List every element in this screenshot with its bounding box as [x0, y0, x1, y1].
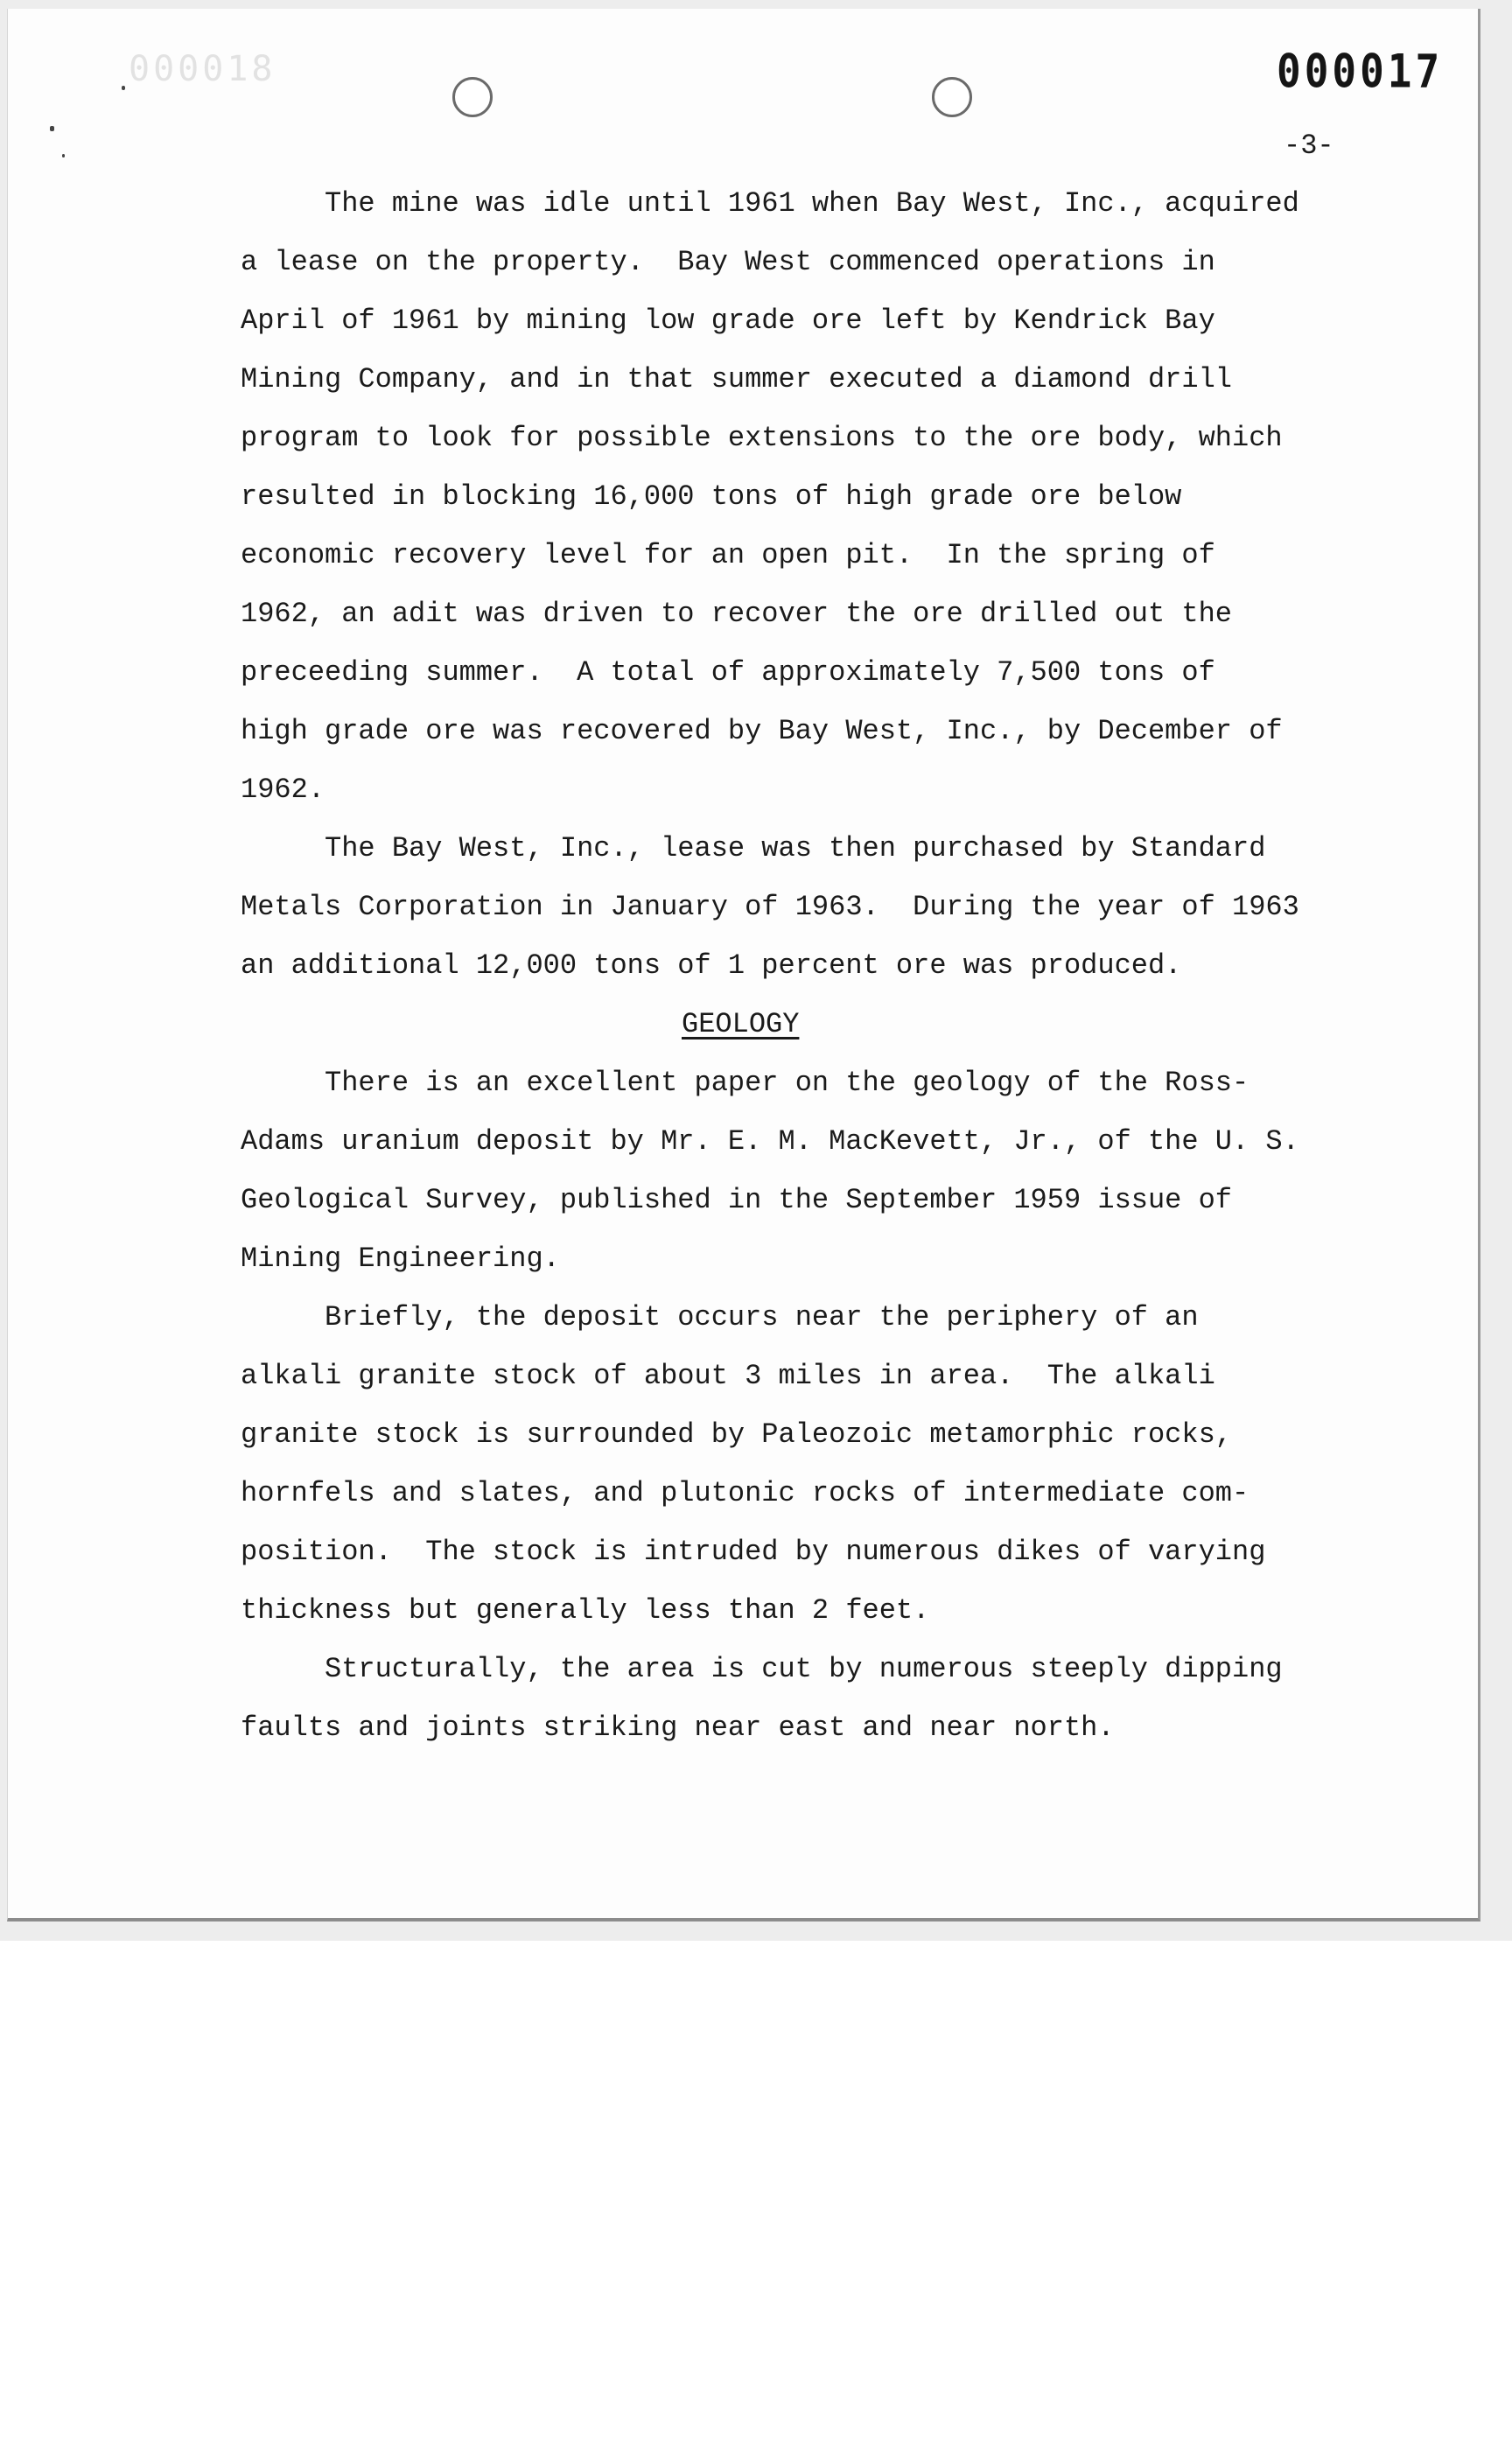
text-line: thickness but generally less than 2 feet. [241, 1594, 930, 1627]
binder-hole-right [932, 77, 972, 117]
text-line: There is an excellent paper on the geology of the Ross- [241, 1067, 1250, 1099]
text-line: a lease on the property. Bay West commenced operations in [241, 246, 1215, 278]
document-body [241, 174, 1378, 1757]
text-line: 1962, an adit was driven to recover the ore drilled out the [241, 598, 1232, 630]
text-line: Mining Engineering. [241, 1242, 560, 1275]
text-line: faults and joints striking near east and near north. [241, 1712, 1115, 1744]
body-paragraphs-geology [241, 1054, 1378, 1757]
text-line: Geological Survey, published in the September 1959 issue of [241, 1184, 1232, 1216]
text-line: an additional 12,000 tons of 1 percent ore was produced. [241, 949, 1182, 982]
text-line: Adams uranium deposit by Mr. E. M. MacKevett, Jr., of the U. S. [241, 1125, 1299, 1158]
text-line: 1962. [241, 774, 326, 806]
text-line: preceeding summer. A total of approximately 7,500 tons of [241, 656, 1215, 689]
text-line: position. The stock is intruded by numerous dikes of varying [241, 1536, 1266, 1568]
body-paragraphs [241, 174, 1378, 995]
text-line: Metals Corporation in January of 1963. During the year of 1963 [241, 891, 1299, 923]
scan-speck [50, 126, 54, 131]
binder-hole-left [452, 77, 493, 117]
text-line: hornfels and slates, and plutonic rocks of intermediate com- [241, 1477, 1250, 1509]
text-line: program to look for possible extensions to the ore body, which [241, 422, 1283, 454]
text-line: high grade ore was recovered by Bay West, Inc., by December of [241, 715, 1283, 747]
text-line: Briefly, the deposit occurs near the periphery of an [241, 1301, 1199, 1334]
text-line: granite stock is surrounded by Paleozoic metamorphic rocks, [241, 1418, 1232, 1451]
text-line: Mining Company, and in that summer executed a diamond drill [241, 363, 1232, 396]
bates-number: 000017 [1277, 44, 1444, 99]
page-number: -3- [1284, 130, 1334, 162]
text-line: April of 1961 by mining low grade ore left by Kendrick Bay [241, 304, 1215, 337]
scan-speck [122, 86, 125, 90]
text-line: Structurally, the area is cut by numerous steeply dipping [241, 1653, 1283, 1685]
section-heading: GEOLOGY [682, 1008, 800, 1040]
scan-speck [62, 154, 65, 158]
text-line: The mine was idle until 1961 when Bay West, Inc., acquired [241, 187, 1299, 220]
faint-prior-bates-stamp: 000018 [129, 49, 276, 89]
text-line: economic recovery level for an open pit. In the spring of [241, 539, 1215, 571]
text-line: resulted in blocking 16,000 tons of high grade ore below [241, 480, 1182, 513]
text-line: alkali granite stock of about 3 miles in area. The alkali [241, 1360, 1215, 1392]
text-line: The Bay West, Inc., lease was then purchased by Standard [241, 832, 1266, 864]
